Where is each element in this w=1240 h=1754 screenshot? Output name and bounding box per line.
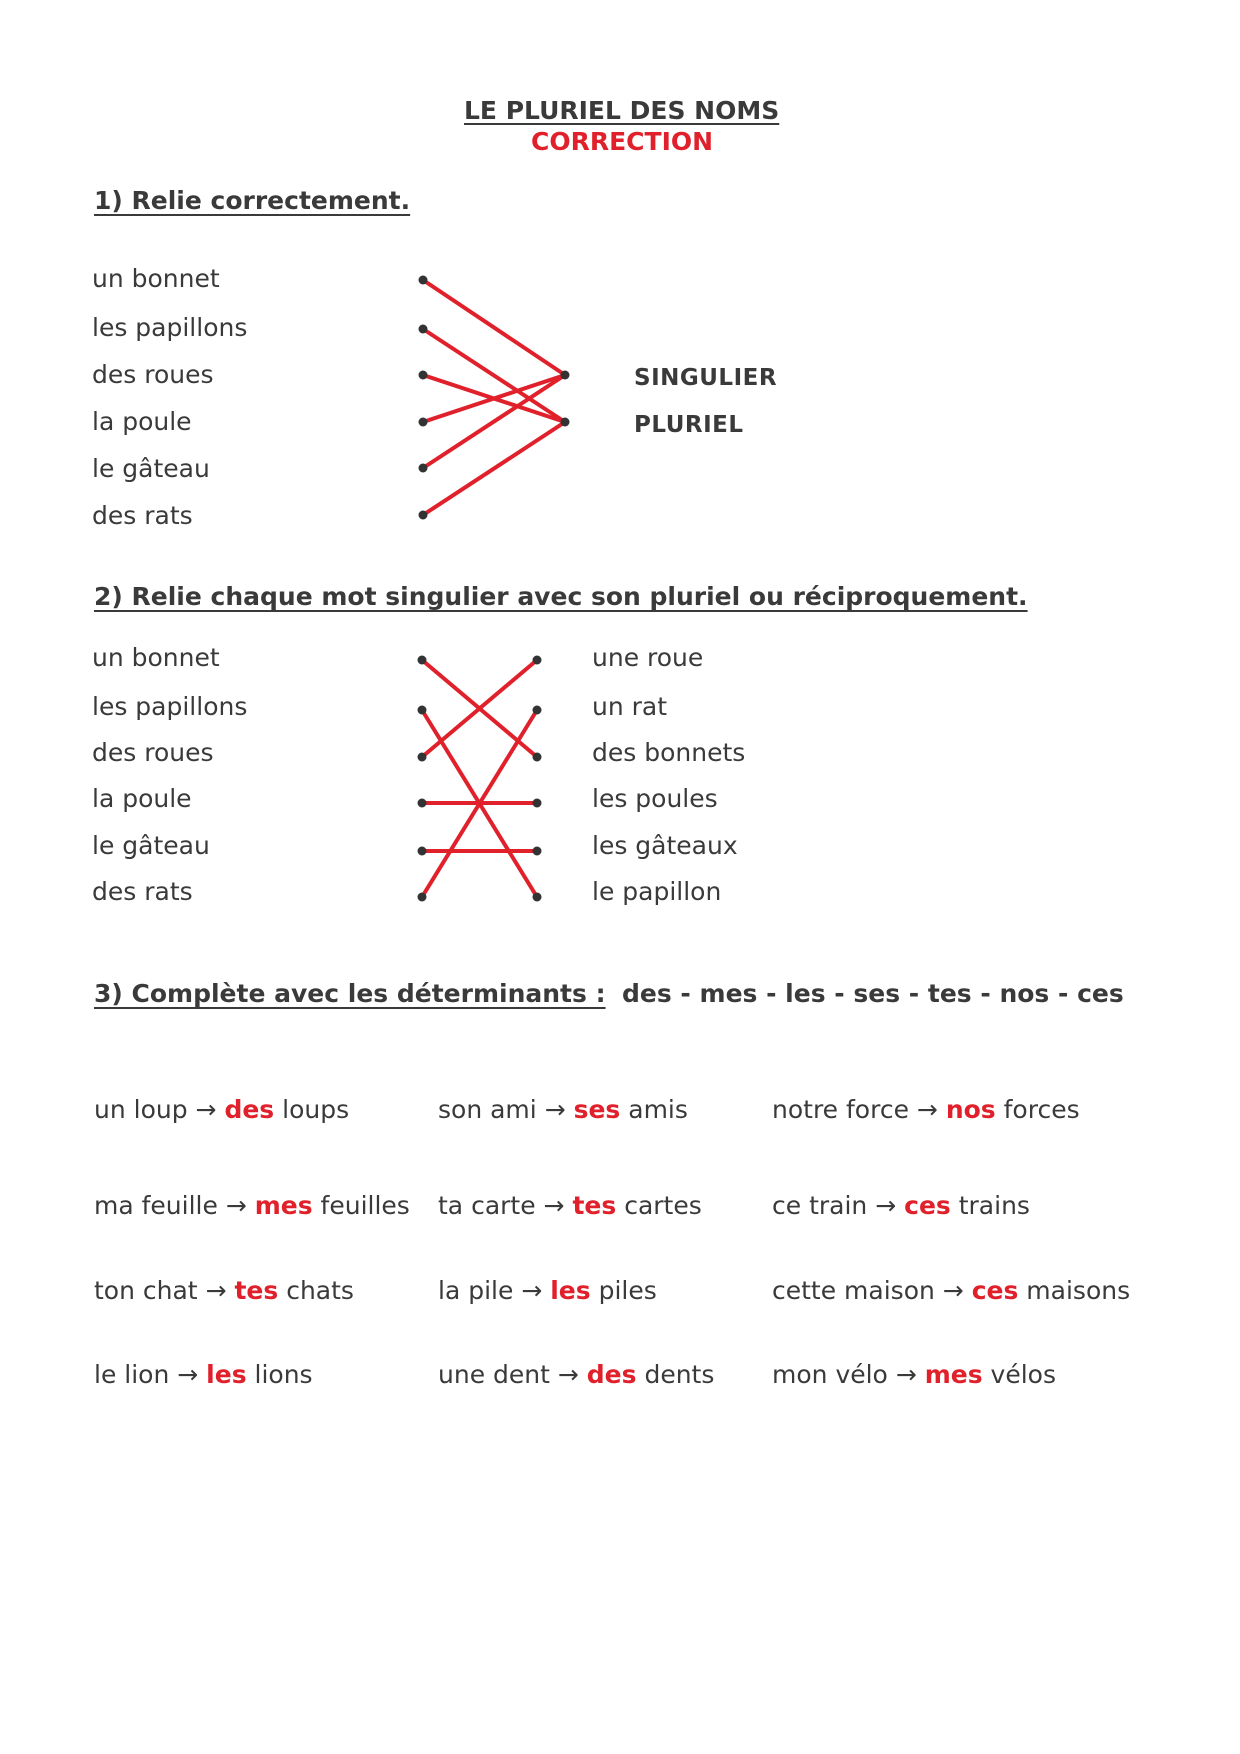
ex3-after: piles — [590, 1276, 657, 1305]
ex1-word: la poule — [92, 407, 192, 436]
ex2-right-word: un rat — [592, 692, 668, 721]
connection-dot — [418, 799, 427, 808]
ex3-answer: ces — [904, 1191, 951, 1220]
connection-dot — [533, 656, 542, 665]
ex3-after: loups — [274, 1095, 350, 1124]
ex3-after: amis — [620, 1095, 688, 1124]
ex3-item — [438, 1360, 714, 1389]
ex3-item — [94, 1095, 349, 1124]
ex3-heading: 3) Complète avec les déterminants : — [94, 979, 606, 1008]
ex3-after: vélos — [982, 1360, 1056, 1389]
ex3-before: son ami — [438, 1095, 545, 1124]
ex3-arrow: → — [521, 1276, 551, 1305]
connection-dot — [418, 847, 427, 856]
ex3-before: une dent — [438, 1360, 558, 1389]
ex3-before: la pile — [438, 1276, 522, 1305]
connection-dot — [533, 847, 542, 856]
ex3-arrow: → — [875, 1191, 905, 1220]
ex1-word: un bonnet — [92, 264, 220, 293]
ex3-before: le lion — [94, 1360, 178, 1389]
ex3-answer: les — [550, 1276, 591, 1305]
page-subtitle: CORRECTION — [531, 127, 714, 156]
ex3-item — [772, 1191, 1030, 1220]
ex3-after: lions — [246, 1360, 313, 1389]
ex3-arrow: → — [916, 1095, 946, 1124]
ex2-left-word: des roues — [92, 738, 214, 767]
ex3-before: ma feuille — [94, 1191, 226, 1220]
ex3-answer: des — [224, 1095, 275, 1124]
ex2-left-word: un bonnet — [92, 643, 220, 672]
ex3-after: maisons — [1018, 1276, 1131, 1305]
ex2-right-word: les poules — [592, 784, 718, 813]
ex1-word: le gâteau — [92, 454, 210, 483]
ex3-item — [94, 1276, 354, 1305]
ex3-arrow: → — [942, 1276, 972, 1305]
ex3-before: mon vélo — [772, 1360, 896, 1389]
ex3-arrow: → — [895, 1360, 925, 1389]
ex3-before: ce train — [772, 1191, 876, 1220]
ex2-left-word: la poule — [92, 784, 192, 813]
ex3-answer: tes — [572, 1191, 617, 1220]
ex3-before: ton chat — [94, 1276, 206, 1305]
ex3-before: notre force — [772, 1095, 917, 1124]
ex3-after: dents — [636, 1360, 715, 1389]
ex3-item — [772, 1095, 1080, 1124]
ex3-arrow: → — [195, 1095, 225, 1124]
ex3-answer: les — [206, 1360, 247, 1389]
ex3-arrow: → — [543, 1191, 573, 1220]
ex1-heading: 1) Relie correctement. — [94, 186, 411, 215]
ex3-answer: ces — [971, 1276, 1019, 1305]
ex3-after: forces — [995, 1095, 1080, 1124]
ex3-answer: nos — [945, 1095, 996, 1124]
ex3-answer: ses — [573, 1095, 621, 1124]
ex3-arrow: → — [225, 1191, 255, 1220]
ex3-before: ta carte — [438, 1191, 544, 1220]
ex1-target-singulier: SINGULIER — [634, 365, 778, 391]
ex2-left-word: les papillons — [92, 692, 248, 721]
ex2-right-word: des bonnets — [592, 738, 746, 767]
ex2-right-word: les gâteaux — [592, 831, 738, 860]
ex3-arrow: → — [205, 1276, 235, 1305]
ex3-determiners: des - mes - les - ses - tes - nos - ces — [622, 979, 1124, 1008]
ex2-right-word: une roue — [592, 643, 704, 672]
connection-dot — [418, 656, 427, 665]
ex3-after: feuilles — [312, 1191, 410, 1220]
ex3-before: cette maison — [772, 1276, 943, 1305]
ex3-answer: mes — [924, 1360, 983, 1389]
ex3-before: un loup — [94, 1095, 196, 1124]
ex2-left-word: des rats — [92, 877, 193, 906]
connection-dot — [418, 706, 427, 715]
ex3-after: cartes — [616, 1191, 702, 1220]
ex3-arrow: → — [177, 1360, 207, 1389]
ex3-item — [438, 1095, 688, 1124]
ex1-word: des rats — [92, 501, 193, 530]
ex3-item — [94, 1360, 313, 1389]
ex3-item — [94, 1191, 410, 1220]
ex2-heading: 2) Relie chaque mot singulier avec son pluriel ou réciproquement. — [94, 582, 1028, 611]
ex1-target-pluriel: PLURIEL — [634, 412, 744, 438]
ex3-item — [438, 1276, 657, 1305]
ex3-after: trains — [950, 1191, 1030, 1220]
connection-dot — [533, 753, 542, 762]
page-title: LE PLURIEL DES NOMS — [464, 96, 780, 125]
ex3-answer: des — [586, 1360, 637, 1389]
ex3-after: chats — [278, 1276, 354, 1305]
connection-dot — [533, 893, 542, 902]
ex3-answer: tes — [234, 1276, 279, 1305]
connection-dot — [418, 893, 427, 902]
ex3-item — [438, 1191, 702, 1220]
connection-dot — [418, 753, 427, 762]
ex1-word: les papillons — [92, 313, 248, 342]
ex1-word: des roues — [92, 360, 214, 389]
ex3-arrow: → — [557, 1360, 587, 1389]
ex2-right-word: le papillon — [592, 877, 722, 906]
connection-dot — [533, 799, 542, 808]
ex3-item — [772, 1360, 1056, 1389]
connection-dot — [533, 706, 542, 715]
ex3-answer: mes — [254, 1191, 313, 1220]
ex2-left-word: le gâteau — [92, 831, 210, 860]
ex3-arrow: → — [544, 1095, 574, 1124]
ex3-item — [772, 1276, 1130, 1305]
